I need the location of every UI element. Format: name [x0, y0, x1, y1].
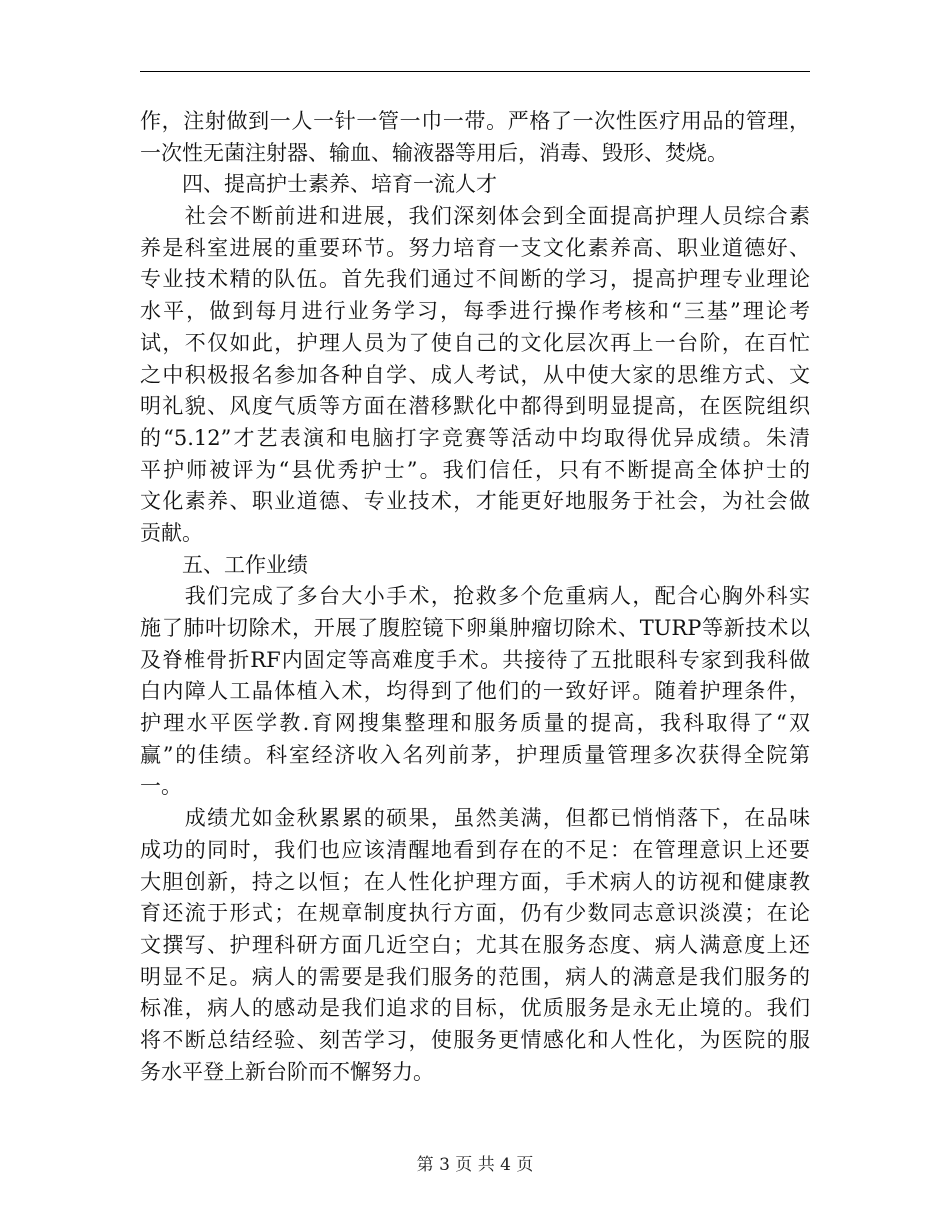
text-line: 文化素养、职业道德、专业技术，才能更好地服务于社会，为社会做	[140, 489, 810, 514]
header-rule	[140, 71, 810, 72]
text-line: 大胆创新，持之以恒；在人性化护理方面，手术病人的访视和健康教	[140, 869, 810, 894]
section-heading: 五、工作业绩	[140, 552, 308, 577]
text-line: 试，不仅如此，护理人员为了使自己的文化层次再上一台阶，在百忙	[140, 330, 810, 355]
text-line: 赢”的佳绩。科室经济收入名列前茅，护理质量管理多次获得全院第	[140, 742, 810, 767]
text-line: 成功的同时，我们也应该清醒地看到存在的不足：在管理意识上还要	[140, 837, 810, 862]
text-line: 护理水平医学教.育网搜集整理和服务质量的提高，我科取得了“双	[140, 711, 810, 736]
text-line: 明显不足。病人的需要是我们服务的范围，病人的满意是我们服务的	[140, 964, 810, 989]
text-line: 平护师被评为“县优秀护士”。我们信任，只有不断提高全体护士的	[140, 457, 810, 482]
text-line: 白内障人工晶体植入术，均得到了他们的一致好评。随着护理条件，	[140, 679, 810, 704]
text-line: 社会不断前进和进展，我们深刻体会到全面提高护理人员综合素	[140, 204, 810, 229]
section-heading: 四、提高护士素养、培育一流人才	[140, 172, 497, 197]
text-line: 施了肺叶切除术，开展了腹腔镜下卵巢肿瘤切除术、TURP等新技术以	[140, 616, 810, 640]
text-line: 标准，病人的感动是我们追求的目标，优质服务是永无止境的。我们	[140, 996, 810, 1021]
document-body	[140, 106, 810, 1088]
text-line: 文撰写、护理科研方面几近空白；尤其在服务态度、病人满意度上还	[140, 932, 810, 957]
text-line: 务水平登上新台阶而不懈努力。	[140, 1059, 434, 1084]
text-line: 一。	[140, 774, 182, 799]
text-line: 作，注射做到一人一针一管一巾一带。严格了一次性医疗用品的管理，	[140, 109, 810, 133]
text-line: 之中积极报名参加各种自学、成人考试，从中使大家的思维方式、文	[140, 362, 810, 387]
text-line: 水平，做到每月进行业务学习，每季进行操作考核和“三基”理论考	[140, 299, 810, 324]
text-line: 养是科室进展的重要环节。努力培育一支文化素养高、职业道德好、	[140, 235, 810, 260]
text-line: 贡献。	[140, 520, 203, 545]
text-line: 的“5.12”才艺表演和电脑打字竞赛等活动中均取得优异成绩。朱清	[140, 425, 810, 450]
page-number-footer: 第 3 页 共 4 页	[416, 1155, 534, 1175]
text-line: 及脊椎骨折RF内固定等高难度手术。共接待了五批眼科专家到我科做	[140, 647, 810, 672]
text-line: 将不断总结经验、刻苦学习，使服务更情感化和人性化，为医院的服	[140, 1027, 810, 1052]
text-line: 我们完成了多台大小手术，抢救多个危重病人，配合心胸外科实	[140, 584, 810, 609]
text-line: 育还流于形式；在规章制度执行方面，仍有少数同志意识淡漠；在论	[140, 901, 810, 926]
text-line: 专业技术精的队伍。首先我们通过不间断的学习，提高护理专业理论	[140, 267, 810, 292]
text-line: 明礼貌、风度气质等方面在潜移默化中都得到明显提高，在医院组织	[140, 394, 810, 419]
text-line: 成绩尤如金秋累累的硕果，虽然美满，但都已悄悄落下，在品味	[140, 806, 810, 831]
text-line: 一次性无菌注射器、输血、输液器等用后，消毒、毁形、焚烧。	[140, 140, 728, 165]
